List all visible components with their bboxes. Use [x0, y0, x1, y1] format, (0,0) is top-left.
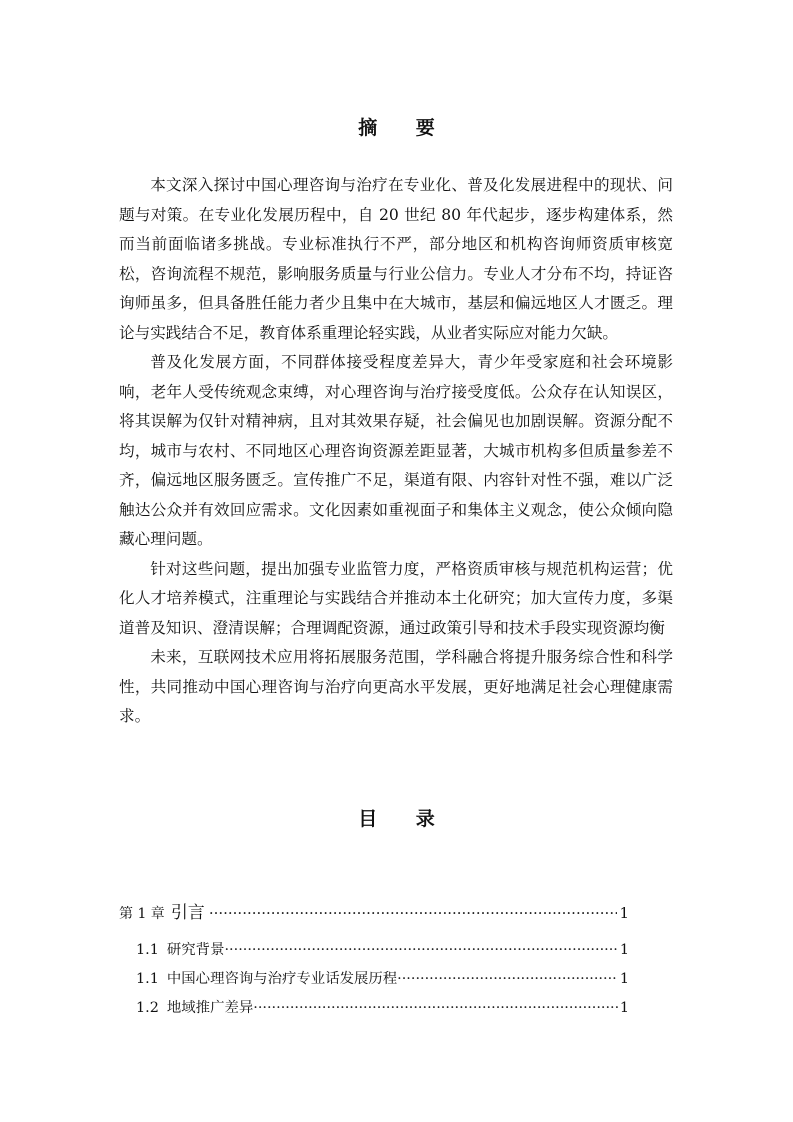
toc-entry-chapter-1[interactable]	[119, 898, 629, 923]
toc-page-number: 1	[619, 971, 629, 987]
toc-section-title: 中国心理咨询与治疗专业话发展历程	[166, 971, 398, 987]
toc-entry-section[interactable]	[136, 967, 629, 988]
toc-chapter-title: 引言	[170, 903, 205, 923]
abstract-title: 摘 要	[358, 117, 451, 139]
toc-chapter-number: 第 1 章	[119, 906, 165, 922]
abstract-body	[119, 171, 673, 732]
toc-leader-dots	[209, 904, 618, 922]
toc-section-title: 研究背景	[166, 942, 225, 958]
abstract-paragraph: 普及化发展方面，不同群体接受程度差异大，青少年受家庭和社会环境影响，老年人受传统观念束缚，对心理咨询与治疗接受度低。公众存在认知误区，将其误解为仅针对精神病，且对其效果存疑，社会偏见也加剧误解。资源分配不均，城市与农村、不同地区心理咨询资源差距显著，大城市机构多但质量参差不齐，偏远地区服务匮乏。宣传推广不足，渠道有限、内容针对性不强，难以广泛触达公众并有效回应需求。文化因素如重视面子和集体主义观念，使公众倾向隐藏心理问题。	[119, 353, 673, 548]
abstract-paragraph: 本文深入探讨中国心理咨询与治疗在专业化、普及化发展进程中的现状、问题与对策。在专业化发展历程中，自 20 世纪 80 年代起步，逐步构建体系，然而当前面临诸多挑战。专业标准执行不严，部分地区和机构咨询师资质审核宽松，咨询流程不规范，影响服务质量与行业公信力。专业人才分布不均，持证咨询师虽多，但具备胜任能力者少且集中在大城市，基层和偏远地区人才匮乏。理论与实践结合不足，教育体系重理论轻实践，从业者实际应对能力欠缺。	[119, 176, 673, 342]
toc-leader-dots	[224, 942, 617, 958]
toc-entry-section[interactable]	[136, 996, 629, 1017]
toc-entry-section[interactable]	[136, 938, 629, 959]
toc-section-number: 1.1	[136, 942, 159, 958]
abstract-paragraph: 未来，互联网技术应用将拓展服务范围，学科融合将提升服务综合性和科学性，共同推动中国心理咨询与治疗向更高水平发展，更好地满足社会心理健康需求。	[119, 648, 673, 725]
toc-leader-dots	[397, 971, 618, 987]
toc-section-number: 1.1	[136, 971, 159, 987]
toc-title: 目 录	[358, 808, 451, 830]
toc-page-number: 1	[619, 1000, 629, 1016]
toc-section-title: 地域推广差异	[166, 1000, 254, 1016]
toc-leader-dots	[253, 1000, 618, 1016]
toc-section-number: 1.2	[136, 1000, 159, 1016]
abstract-paragraph: 针对这些问题，提出加强专业监管力度，严格资质审核与规范机构运营；优化人才培养模式，注重理论与实践结合并推动本土化研究；加大宣传力度，多渠道普及知识、澄清误解；合理调配资源，通过政策引导和技术手段实现资源均衡	[119, 559, 673, 637]
toc-page-number: 1	[619, 904, 629, 922]
toc-page-number: 1	[619, 942, 629, 958]
